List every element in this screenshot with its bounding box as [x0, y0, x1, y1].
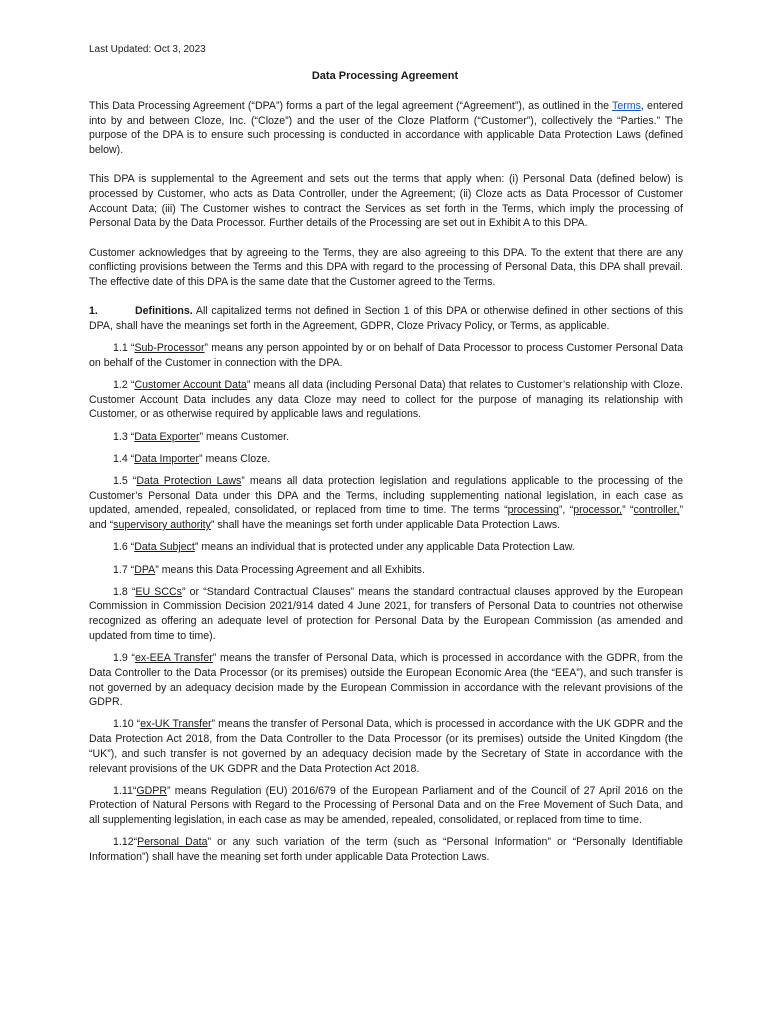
definition-1-10: 1.10 “ex-UK Transfer” means the transfer of Personal Data, which is processed in accordance with the UK GDPR and the Data Protection Act 2018, from the Data Controller to the Data Processor (or its premises) outside the United Kingdom (the “UK”), and such transfer is not governed by an adequacy decision made by the Secretary of State in accordance with the relevant provisions of the UK GDPR and the Data Protection Act 2018.	[89, 718, 684, 775]
def-number: 1.3	[113, 430, 128, 443]
definition-1-7: 1.7 “DPA” means this Data Processing Agreement and all Exhibits.	[113, 563, 425, 576]
def-term: Data Exporter	[134, 430, 200, 443]
def-sep: ”, “	[558, 504, 574, 517]
def-text: means Customer.	[203, 430, 290, 443]
def-text: means all data protection legislation and regulations applicable to the processing of the Customer’s Personal Data under this DPA and the Terms, including supplementing national legislation, in each case as updated, amended, repealed, consolidated, or replaced from time to time. The terms “	[89, 475, 683, 517]
def-number: 1.11	[113, 784, 133, 797]
def-number: 1.7	[113, 563, 128, 576]
definition-1-2: 1.2 “Customer Account Data” means all data (including Personal Data) that relates to Customer’s relationship with Cloze. Customer Account Data includes any data Cloze may need to collect for the purpose of managing its relationship with Customer, or as otherwise required by applicable laws and regulations.	[89, 379, 683, 421]
definition-1-4: 1.4 “Data Importer” means Cloze.	[113, 452, 271, 465]
section-number: 1.	[89, 305, 98, 318]
definition-1-5: 1.5 “Data Protection Laws” means all data protection legislation and regulations applicable to the processing of the Customer’s Personal Data under this DPA and the Terms, including supplementing national legislation, in each case as updated, amended, repealed, consolidated, or replaced from time to time. The terms “processing”, “processor,” “controller,” and “supervisory authority” shall have the meanings set forth under applicable Data Protection Laws.	[89, 475, 684, 532]
def-number: 1.6	[113, 541, 128, 554]
def-term: Sub-Processor	[134, 342, 205, 355]
section-1-definitions	[89, 304, 683, 333]
def-number: 1.9	[113, 652, 128, 665]
definition-1-1: 1.1 “Sub-Processor” means any person appointed by or on behalf of Data Processor to process Customer Personal Data on behalf of the Customer in connection with the DPA.	[89, 342, 683, 369]
def-term-controller: controller,	[633, 504, 680, 517]
definition-1-12: 1.12“Personal Data” or any such variation of the term (such as “Personal Information” or “Personally Identifiable Information”) shall have the meaning set forth under applicable Data Protection Laws.	[89, 836, 683, 864]
intro-paragraph-1	[89, 99, 683, 158]
section-text: All capitalized terms not defined in Section 1 of this DPA or otherwise defined in other sections of this DPA, shall have the meanings set forth in the Agreement, GDPR, Cloze Privacy Policy, or Terms, as applicable.	[89, 305, 683, 332]
definition-1-9: 1.9 “ex-EEA Transfer” means the transfer of Personal Data, which is processed in accordance with the GDPR, from the Data Controller to the Data Processor (or its premises) outside the European Economic Area (the “EEA”), and such transfer is not governed by an adequacy decision made by the European Commission in accordance with the relevant provisions of the GDPR.	[89, 652, 683, 709]
definition-1-6: 1.6 “Data Subject” means an individual that is protected under any applicable Data Protection Law.	[113, 541, 575, 554]
intro-paragraph-3: Customer acknowledges that by agreeing to the Terms, they are also agreeing to this DPA. To the extent that there are any conflicting provisions between the Terms and this DPA with regard to the processing of Personal Data, this DPA shall prevail. The effective date of this DPA is the same date that the Customer agreed to the Terms.	[89, 246, 683, 289]
def-text: means all data (including Personal Data) that relates to Customer’s relationship with Cloze. Customer Account Data includes any data Cloze may need to collect for the purpose of managing its relationship with Customer, or as otherwise required by applicable laws and regulations.	[89, 379, 683, 421]
def-term: Personal Data	[137, 836, 208, 849]
def-text-end: ” shall have the meanings set forth under applicable Data Protection Laws.	[210, 519, 561, 532]
def-sep: ” and “	[89, 504, 684, 532]
intro-text-cont: , entered into by and between Cloze, Inc. (“Cloze”) and the user of the Cloze Platform (“Customer”), collectively the “Parties.” The purpose of the DPA is to ensure such processing is conducted in accordance with applicable Data Protection Laws (defined below).	[89, 100, 683, 157]
def-term: Data Subject	[134, 541, 195, 554]
def-sep: ” “	[622, 504, 634, 517]
def-term: Data Importer	[134, 452, 199, 465]
document-title: Data Processing Agreement	[311, 70, 459, 82]
def-number: 1.10	[113, 718, 134, 731]
section-title: Definitions.	[135, 305, 193, 318]
intro-paragraph-2: This DPA is supplemental to the Agreement and sets out the terms that apply when: (i) Personal Data (defined below) is processed by Customer, who acts as Data Controller, under the Agreement; (ii) Cloze acts as Data Processor of Customer Account Data; (iii) The Customer wishes to contract the Services as set forth in the Terms, which imply the processing of Personal Data by the Data Processor. Further details of the Processing are set out in Exhibit A to this DPA.	[89, 173, 683, 230]
def-term-processing: processing	[507, 504, 559, 517]
def-term: ex-EEA Transfer	[134, 652, 213, 665]
document-body	[89, 99, 683, 872]
def-number: 1.2	[113, 379, 128, 392]
def-term: ex-UK Transfer	[140, 718, 212, 731]
def-text: means an individual that is protected under any applicable Data Protection Law.	[198, 541, 575, 554]
def-text: means Cloze.	[202, 452, 271, 465]
def-term: DPA	[134, 563, 156, 576]
def-term: Data Protection Laws	[136, 475, 242, 488]
definition-1-11: 1.11“GDPR” means Regulation (EU) 2016/679 of the European Parliament and of the Council of 27 April 2016 on the Protection of Natural Persons with Regard to the Processing of Personal Data and on the Free Movement of Such Data, and all supplementing legislation, in each case as may be amended, repealed, consolidated, or replaced from time to time.	[89, 784, 683, 827]
def-text: means the transfer of Personal Data, which is processed in accordance with the GDPR, from the Data Controller to the Data Processor (or its premises) outside the European Economic Area (the “EEA”), and such transfer is not governed by an adequacy decision made by the European Commission in accordance with the relevant provisions of the GDPR.	[89, 652, 683, 709]
def-text: or “Standard Contractual Clauses” means the standard contractual clauses approved by the European Commission in Commission Decision 2021/914 dated 4 June 2021, for transfers of Personal Data to countries not otherwise recognized as offering an adequate level of protection for Personal Data by the European Commission (as amended and updated from time to time).	[89, 585, 683, 642]
def-number: 1.12	[113, 836, 134, 849]
def-number: 1.4	[113, 452, 128, 465]
terms-link[interactable]: Terms	[612, 100, 641, 112]
definition-1-3: 1.3 “Data Exporter” means Customer.	[113, 430, 290, 443]
last-updated: Last Updated: Oct 3, 2023	[89, 44, 206, 55]
def-term: Customer Account Data	[134, 379, 247, 392]
def-term-supervisory-authority: supervisory authority	[113, 519, 211, 532]
def-text: means the transfer of Personal Data, which is processed in accordance with the UK GDPR and the Data Protection Act 2018, from the Data Controller to the Data Processor (or its premises) outside the United Kingdom (the “UK”), and such transfer is not governed by an adequacy decision made by the Secretary of State in accordance with the relevant provisions of the UK GDPR and the Data Protection Act 2018.	[89, 718, 684, 775]
def-number: 1.8	[113, 585, 128, 598]
def-term: EU SCCs	[135, 585, 182, 598]
def-term: GDPR	[136, 784, 167, 797]
def-number: 1.1	[113, 342, 128, 355]
def-text: means Regulation (EU) 2016/679 of the European Parliament and of the Council of 27 April 2016 on the Protection of Natural Persons with Regard to the Processing of Personal Data and on the Free Movement of Such Data, and all supplementing legislation, in each case as may be amended, repealed, consolidated, or replaced from time to time.	[89, 784, 683, 827]
def-text: means this Data Processing Agreement and all Exhibits.	[158, 563, 425, 576]
def-text: or any such variation of the term (such as “Personal Information” or “Personally Identifiable Information”) shall have the meaning set forth under applicable Data Protection Laws.	[89, 836, 683, 864]
definition-1-8: 1.8 “EU SCCs” or “Standard Contractual Clauses” means the standard contractual clauses approved by the European Commission in Commission Decision 2021/914 dated 4 June 2021, for transfers of Personal Data to countries not otherwise recognized as offering an adequate level of protection for Personal Data by the European Commission (as amended and updated from time to time).	[89, 585, 683, 642]
def-term-processor: processor,	[573, 504, 623, 517]
def-number: 1.5	[113, 475, 128, 488]
intro-text: This Data Processing Agreement (“DPA”) forms a part of the legal agreement (“Agreement”), as outlined in the	[89, 100, 613, 112]
def-text: means any person appointed by or on behalf of Data Processor to process Customer Personal Data on behalf of the Customer in connection with the DPA.	[89, 342, 683, 369]
